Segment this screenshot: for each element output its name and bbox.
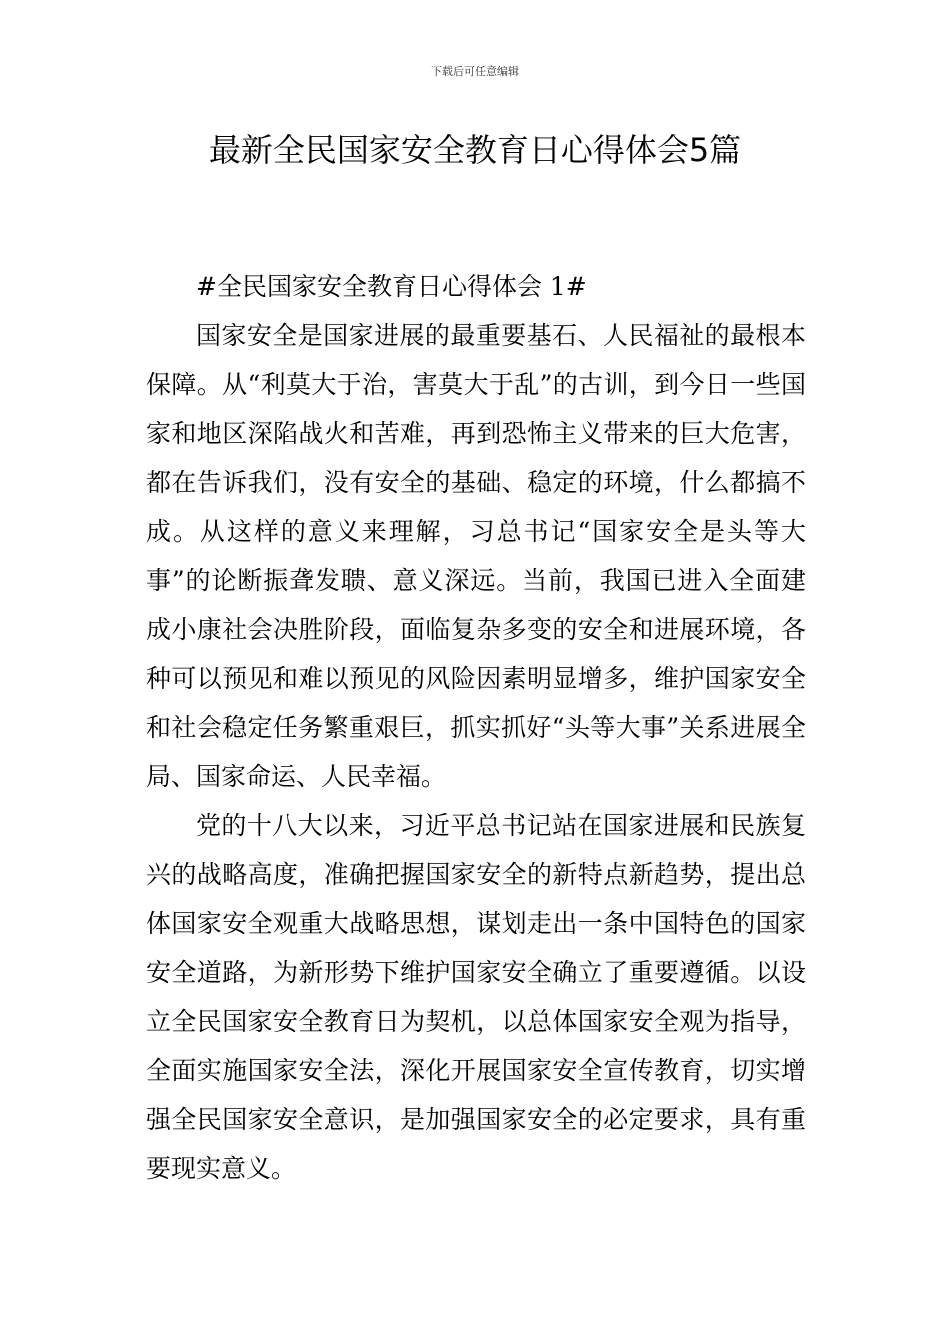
paragraph-1: 国家安全是国家进展的最重要基石、人民福祉的最根本保障。从“利莫大于治，害莫大于乱”的古训，到今日一些国家和地区深陷战火和苦难，再到恐怖主义带来的巨大危害，都在告诉我们，没有安全的基础、稳定的环境，什么都搞不成。从这样的意义来理解，习总书记“国家安全是头等大事”的论断振聋发聩、意义深远。当前，我国已进入全面建成小康社会决胜阶段，面临复杂多变的安全和进展环境，各种可以预见和难以预见的风险因素明显增多，维护国家安全和社会稳定任务繁重艰巨，抓实抓好“头等大事”关系进展全局、国家命运、人民幸福。 (146, 321, 806, 791)
section-heading: #全民国家安全教育日心得体会 1# (196, 272, 587, 301)
document-title: 最新全民国家安全教育日心得体会5篇 (208, 131, 742, 169)
paragraph-2: 党的十八大以来，习近平总书记站在国家进展和民族复兴的战略高度，准确把握国家安全的新特点新趋势，提出总体国家安全观重大战略思想，谋划走出一条中国特色的国家安全道路，为新形势下维护国家安全确立了重要遵循。以设立全民国家安全教育日为契机，以总体国家安全观为指导，全面实施国家安全法，深化开展国家安全宣传教育，切实增强全民国家安全意识，是加强国家安全的必定要求，具有重要现实意义。 (146, 811, 806, 1183)
header-note: 下载后可任意编辑 (431, 65, 519, 78)
document-body (146, 262, 806, 1193)
